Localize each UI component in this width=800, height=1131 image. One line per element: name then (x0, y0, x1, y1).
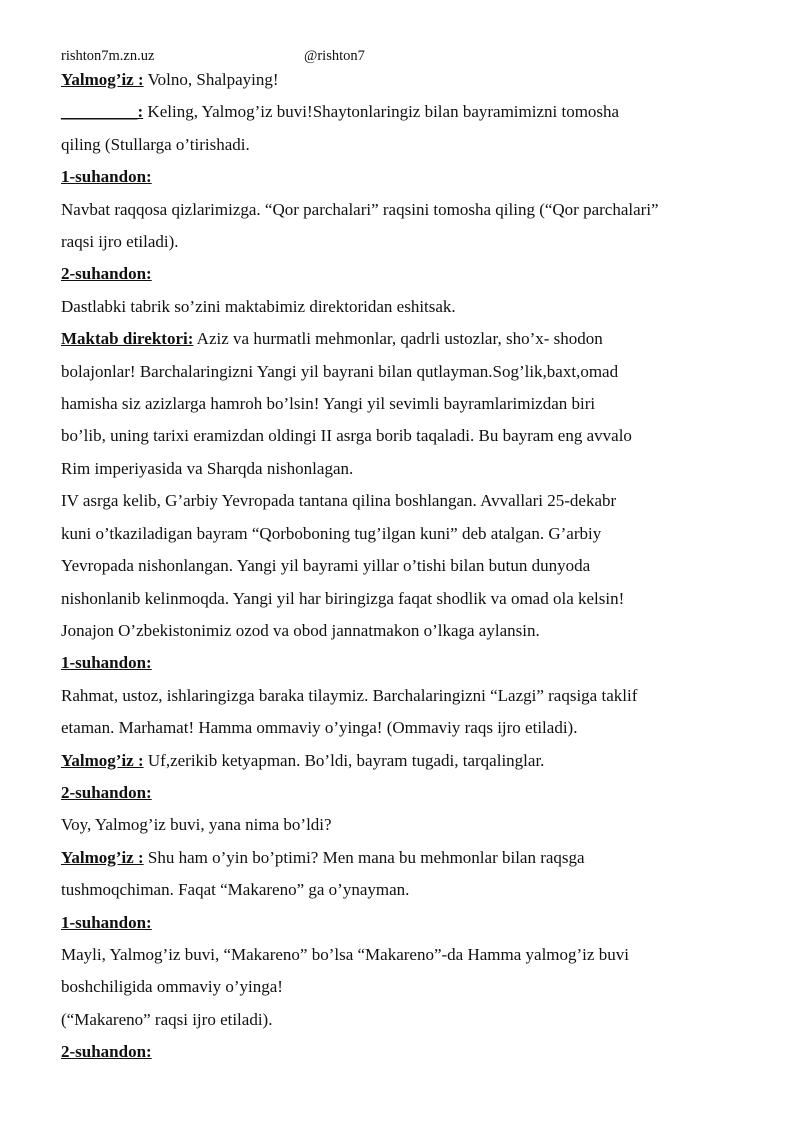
script-body (61, 64, 751, 1069)
script-line (61, 453, 751, 485)
script-line (61, 129, 751, 161)
script-line (61, 842, 751, 874)
line-text: Shu ham o’yin bo’ptimi? Men mana bu mehmonlar bilan raqsga (143, 847, 585, 867)
script-line (61, 680, 751, 712)
script-line (61, 64, 751, 96)
script-line (61, 1036, 751, 1068)
script-line (61, 550, 751, 582)
line-text: Mayli, Yalmog’iz buvi, “Makareno” bo’lsa “Makareno”-da Hamma yalmog’iz buvi (61, 944, 629, 964)
script-line (61, 161, 751, 193)
social-handle: @rishton7 (304, 48, 365, 64)
script-line (61, 194, 751, 226)
line-text: qiling (Stullarga o’tirishadi. (61, 134, 250, 154)
speaker-label: 1-suhandon: (61, 912, 152, 932)
line-text: Aziz va hurmatli mehmonlar, qadrli ustozlar, sho’x- shodon (193, 329, 603, 349)
script-line (61, 809, 751, 841)
speaker-label: Yalmog’iz : (61, 847, 144, 867)
line-text: Dastlabki tabrik so’zini maktabimiz direktoridan eshitsak. (61, 296, 456, 316)
script-line (61, 777, 751, 809)
speaker-label: 2-suhandon: (61, 264, 152, 284)
script-line (61, 971, 751, 1003)
line-text: Navbat raqqosa qizlarimizga. “Qor parchalari” raqsini tomosha qiling (“Qor parchalari” (61, 199, 659, 219)
line-text: Volno, Shalpaying! (143, 70, 279, 89)
script-line (61, 356, 751, 388)
script-line (61, 323, 751, 355)
line-text: Keling, Yalmog’iz buvi!Shaytonlaringiz bilan bayramimizni tomosha (143, 102, 620, 122)
script-line (61, 874, 751, 906)
script-line (61, 291, 751, 323)
script-line (61, 518, 751, 550)
site-url: rishton7m.zn.uz (61, 48, 155, 64)
line-text: Rahmat, ustoz, ishlaringizga baraka tilaymiz. Barchalaringizni “Lazgi” raqsiga taklif (61, 685, 638, 705)
line-text: raqsi ijro etiladi). (61, 232, 179, 252)
script-line (61, 258, 751, 290)
speaker-label: 1-suhandon: (61, 653, 152, 673)
speaker-label: Yalmog’iz : (61, 70, 144, 89)
line-text: boshchiligida ommaviy o’yinga! (61, 977, 283, 997)
speaker-label: _________: (61, 102, 144, 122)
script-line (61, 712, 751, 744)
script-line (61, 485, 751, 517)
line-text: Uf,zerikib ketyapman. Bo’ldi, bayram tugadi, tarqalinglar. (143, 750, 545, 770)
line-text: (“Makareno” raqsi ijro etiladi). (61, 1009, 273, 1029)
script-line (61, 745, 751, 777)
script-line (61, 583, 751, 615)
line-text: etaman. Marhamat! Hamma ommaviy o’yinga! (Ommaviy raqs ijro etiladi). (61, 718, 578, 738)
line-text: Voy, Yalmog’iz buvi, yana nima bo’ldi? (61, 815, 332, 835)
script-line (61, 420, 751, 452)
script-line (61, 388, 751, 420)
line-text: bolajonlar! Barchalaringizni Yangi yil bayrani bilan qutlayman.Sog’lik,baxt,omad (61, 361, 619, 381)
line-text: Rim imperiyasida va Sharqda nishonlagan. (61, 458, 354, 478)
script-line (61, 96, 751, 128)
speaker-label: 2-suhandon: (61, 782, 152, 802)
speaker-label: Maktab direktori: (61, 329, 194, 349)
line-text: kuni o’tkaziladigan bayram “Qorboboning tug’ilgan kuni” deb atalgan. G’arbiy (61, 523, 602, 543)
line-text: hamisha siz azizlarga hamroh bo’lsin! Yangi yil sevimli bayramlarimizdan biri (61, 394, 596, 414)
speaker-label: Yalmog’iz : (61, 750, 144, 770)
script-line (61, 615, 751, 647)
script-line (61, 939, 751, 971)
line-text: tushmoqchiman. Faqat “Makareno” ga o’ynayman. (61, 880, 410, 900)
script-line (61, 647, 751, 679)
line-text: Jonajon O’zbekistonimiz ozod va obod jannatmakon o’lkaga aylansin. (61, 620, 540, 640)
line-text: Yevropada nishonlangan. Yangi yil bayrami yillar o’tishi bilan butun dunyoda (61, 556, 591, 576)
script-line (61, 1004, 751, 1036)
line-text: nishonlanib kelinmoqda. Yangi yil har biringizga faqat shodlik va omad ola kelsin! (61, 588, 625, 608)
line-text: IV asrga kelib, G’arbiy Yevropada tantana qilina boshlangan. Avvallari 25-dekabr (61, 491, 617, 511)
script-line (61, 907, 751, 939)
speaker-label: 1-suhandon: (61, 167, 152, 187)
line-text: bo’lib, uning tarixi eramizdan oldingi II asrga borib taqaladi. Bu bayram eng avvalo (61, 426, 632, 446)
speaker-label: 2-suhandon: (61, 1042, 152, 1062)
script-line (61, 226, 751, 258)
